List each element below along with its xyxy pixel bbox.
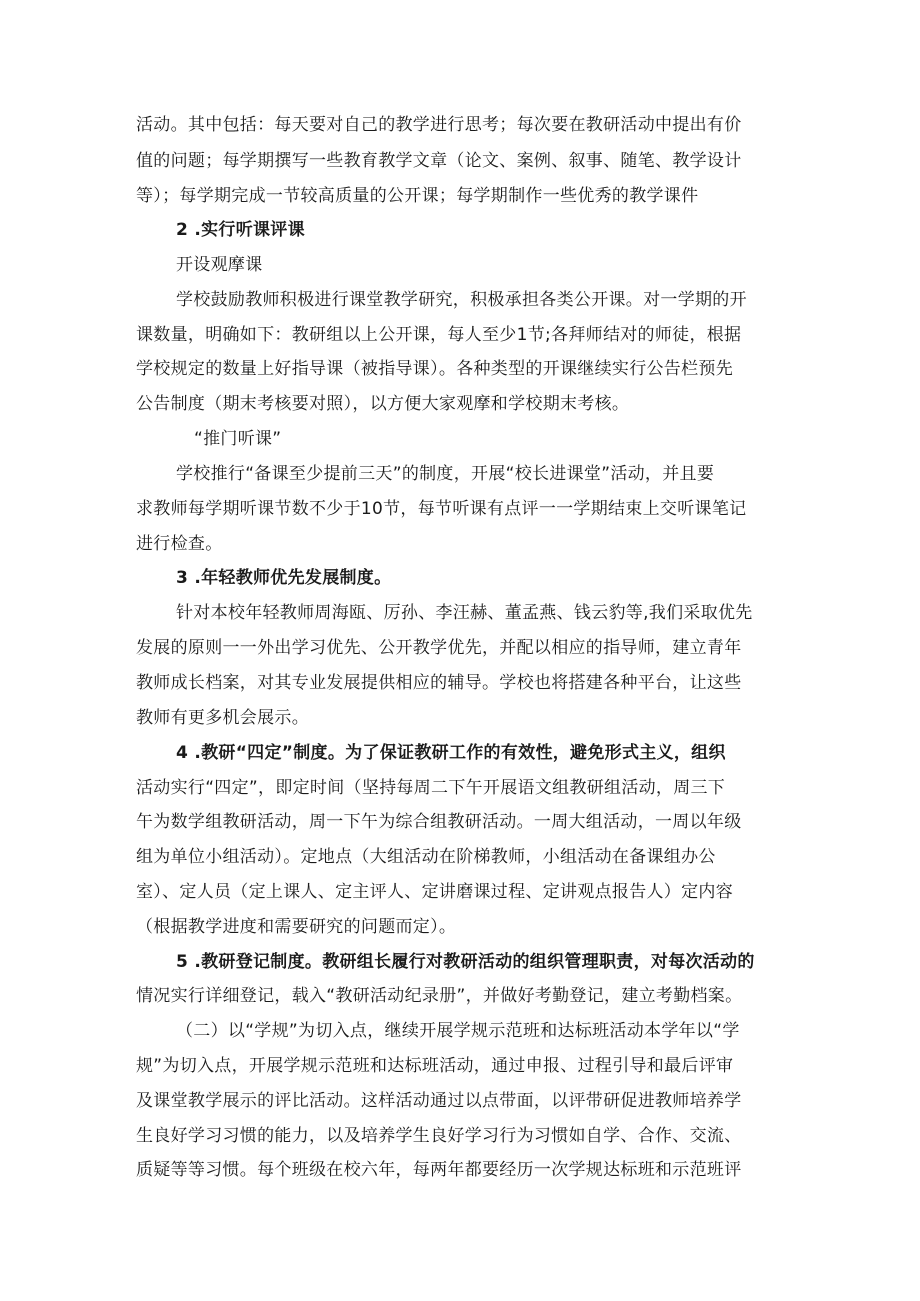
text-line: 值的问题；每学期撰写一些教育教学文章（论文、案例、叙事、随笔、教学设计 (136, 151, 742, 171)
subheading: 开设观摩课 (176, 255, 263, 275)
text-line: 活动。其中包括：每天要对自己的教学进行思考；每次要在教研活动中提出有价 (136, 115, 742, 135)
text-line: 教师成长档案，对其专业发展提供相应的辅导。学校也将搭建各种平台，让这些 (136, 673, 742, 693)
subheading: “推门听课” (194, 429, 282, 449)
text-line: 求教师每学期听课节数不少于10节，每节听课有点评一一学期结束上交听课笔记 (136, 499, 747, 519)
text-line: 等）；每学期完成一节较高质量的公开课；每学期制作一些优秀的教学课件 (136, 186, 699, 206)
text-line: 活动实行“四定”，即定时间（坚持每周二下午开展语文组教研组活动，周三下 (136, 778, 726, 798)
section-heading: （二）以“学规”为切入点，继续开展学规示范班和达标班活动本学年以“学 (176, 1021, 740, 1041)
text-line: 进行检查。 (136, 534, 223, 554)
text-line: 针对本校年轻教师周海瓯、厉孙、李汪赫、董孟燕、钱云豹等,我们采取优先 (176, 603, 753, 623)
text-line: 学校推行“备课至少提前三天”的制度，开展“校长进课堂”活动，并且要 (176, 464, 715, 484)
text-line: 学校鼓励教师积极进行课堂教学研究，积极承担各类公开课。对一学期的开 (176, 290, 747, 310)
text-line: 规”为切入点，开展学规示范班和达标班活动，通过申报、过程引导和最后评审 (136, 1056, 734, 1076)
section-heading: 4 .教研“四定”制度。为了保证教研工作的有效性，避免形式主义，组织 (176, 743, 726, 763)
text-line: 午为数学组教研活动，周一下午为综合组教研活动。一周大组活动，一周以年级 (136, 812, 742, 832)
section-heading: 5 .教研登记制度。教研组长履行对教研活动的组织管理职责，对每次活动的 (176, 952, 755, 972)
text-line: 室）、定人员（定上课人、定主评人、定讲磨课过程、定讲观点报告人）定内容 (136, 882, 733, 902)
text-line: 生良好学习习惯的能力，以及培养学生良好学习行为习惯如自学、合作、交流、 (136, 1126, 742, 1146)
text-line: 发展的原则一一外出学习优先、公开教学优先，并配以相应的指导师，建立青年 (136, 638, 742, 658)
text-line: 质疑等等习惯。每个班级在校六年，每两年都要经历一次学规达标班和示范班评 (136, 1160, 742, 1180)
text-line: 公告制度（期末考核要对照），以方便大家观摩和学校期末考核。 (136, 394, 630, 414)
text-line: （根据教学进度和需要研究的问题而定）。 (136, 917, 457, 937)
text-line: 情况实行详细登记，载入“教研活动纪录册”，并做好考勤登记，建立考勤档案。 (136, 986, 743, 1006)
text-line: 学校规定的数量上好指导课（被指导课）。各种类型的开课继续实行公告栏预先 (136, 359, 733, 379)
section-heading: 2 .实行听课评课 (176, 220, 305, 240)
text-line: 课数量，明确如下：教研组以上公开课，每人至少1节;各拜师结对的师徒，根据 (136, 325, 742, 345)
text-line: 及课堂教学展示的评比活动。这样活动通过以点带面，以评带研促进教师培养学 (136, 1091, 742, 1111)
text-line: 组为单位小组活动）。定地点（大组活动在阶梯教师，小组活动在备课组办公 (136, 847, 716, 867)
section-heading: 3 .年轻教师优先发展制度。 (176, 568, 392, 588)
text-line: 教师有更多机会展示。 (136, 708, 309, 728)
